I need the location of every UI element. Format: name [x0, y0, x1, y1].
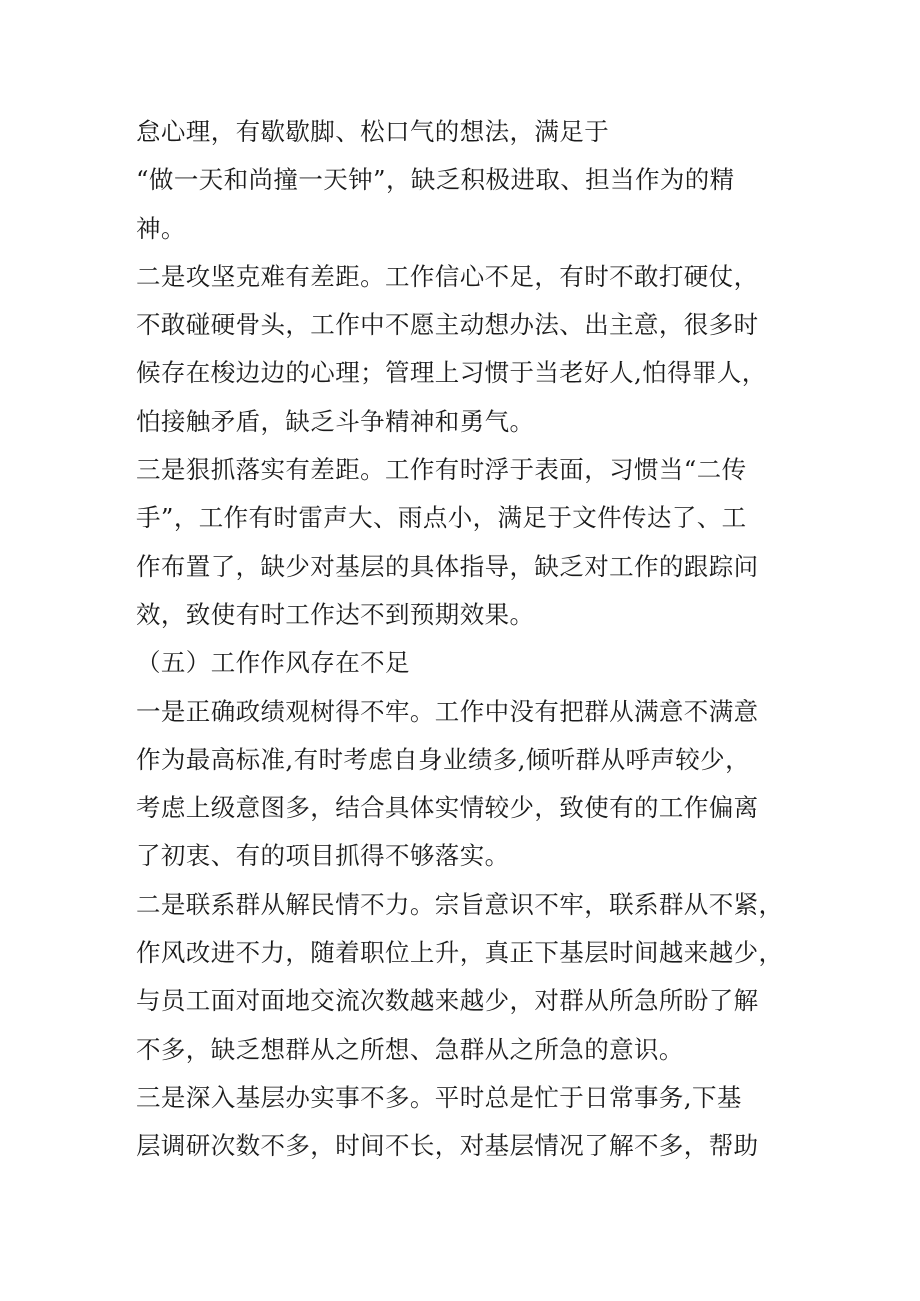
section-heading: （五）工作作风存在不足: [136, 648, 410, 678]
text-line: 作为最高标准,有时考虑自身业绩多,倾听群从呼声较少，: [136, 744, 750, 774]
text-line: 怠心理，有歇歇脚、松口气的想法，满足于: [136, 117, 610, 146]
text-line: 一是正确政绩观树得不牢。工作中没有把群从满意不满意: [136, 696, 759, 726]
text-line: 层调研次数不多，时间不长，对基层情况了解不多，帮助: [136, 1131, 759, 1161]
text-line: 考虑上级意图多，结合具体实情较少，致使有的工作偏离: [136, 793, 759, 823]
text-line: 作风改进不力，随着职位上升，真正下基层时间越来越少，: [136, 938, 784, 968]
text-line: 了初衷、有的项目抓得不够落实。: [136, 841, 510, 871]
text-line: 三是狠抓落实有差距。工作有时浮于表面，习惯当“二传: [136, 455, 747, 485]
text-line: 效，致使有时工作达不到预期效果。: [136, 599, 535, 629]
text-line: 不敢碰硬骨头，工作中不愿主动想办法、出主意，很多时: [136, 310, 759, 340]
document-body: [136, 108, 796, 1171]
text-line: 怕接触矛盾，缺乏斗争精神和勇气。: [136, 406, 535, 436]
text-line: 三是深入基层办实事不多。平时总是忙于日常事务,下基: [136, 1082, 742, 1112]
text-line: 神。: [136, 213, 186, 243]
text-line: 不多，缺乏想群从之所想、急群从之所急的意识。: [136, 1034, 684, 1064]
text-line: 二是联系群从解民情不力。宗旨意识不牢，联系群从不紧，: [136, 889, 784, 919]
text-line: 作布置了，缺少对基层的具体指导，缺乏对工作的跟踪问: [136, 551, 759, 581]
text-line: 与员工面对面地交流次数越来越少，对群从所急所盼了解: [136, 986, 759, 1016]
text-line: 手”，工作有时雷声大、雨点小，满足于文件传达了、工: [136, 503, 747, 533]
text-line: 二是攻坚克难有差距。工作信心不足，有时不敢打硬仗，: [136, 261, 759, 291]
text-line: “做一天和尚撞一天钟”，缺乏积极进取、担当作为的精: [136, 165, 735, 195]
text-line: 候存在梭边边的心理；管理上习惯于当老好人,怕得罪人，: [136, 358, 767, 388]
